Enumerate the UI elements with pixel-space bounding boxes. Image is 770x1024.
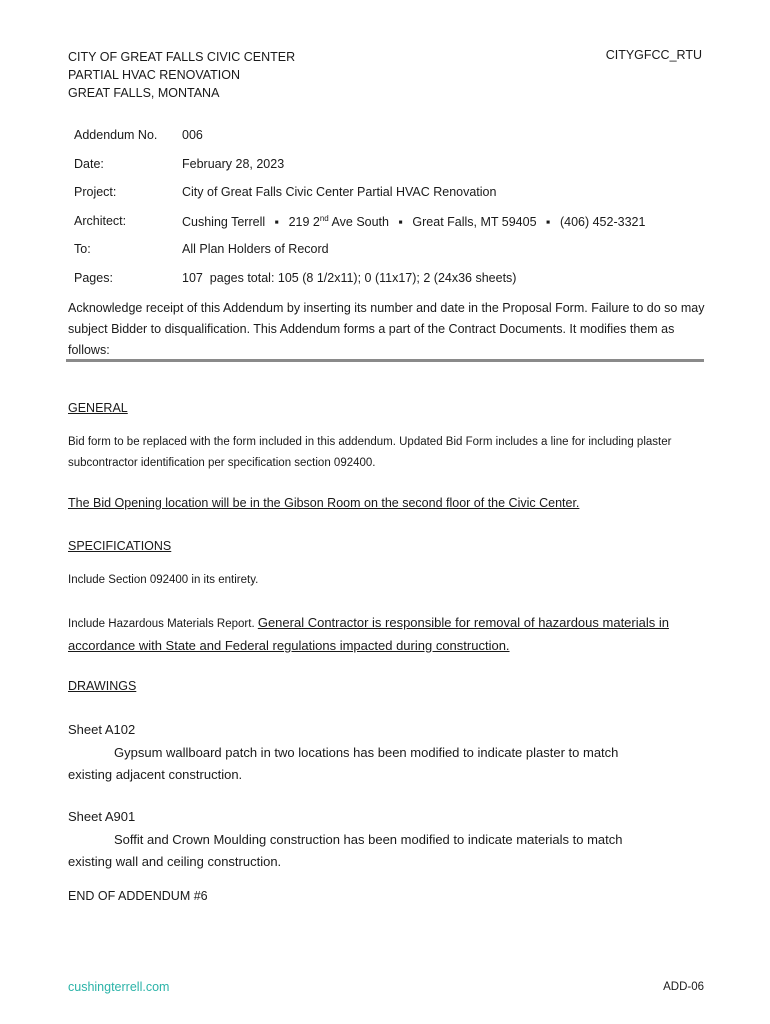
bid-form-paragraph: Bid form to be replaced with the form included in this addendum. Updated Bid Form includes a line for including plaster subcontractor identification per specification section 092400. [68,436,672,469]
pages-label: Pages: [74,270,113,285]
architect-row [74,214,645,243]
addendum-row [74,128,645,157]
bullet-icon: ▪ [274,214,280,229]
architect-label: Architect: [74,213,127,228]
architect-name: Cushing Terrell [182,214,266,229]
section-paragraph: Include Section 092400 in its entirety. [68,574,259,586]
date-label: Date: [74,156,104,171]
pages-row [74,271,645,300]
sheet-a102-title: Sheet A102 [68,722,136,737]
hazmat-underlined: General Contractor is responsible for removal of hazardous materials in accordance with State and Federal regulations impacted during construction. [68,615,669,653]
hazmat-paragraph [68,612,708,657]
project-value: City of Great Falls Civic Center Partial HVAC Renovation [182,185,497,199]
pages-value: 107 pages total: 105 (8 1/2x11); 0 (11x17); 2 (24x36 sheets) [182,270,517,285]
addendum-value: 006 [182,128,203,142]
page-code: ADD-06 [663,981,704,993]
header-line-1: CITY OF GREAT FALLS CIVIC CENTER [68,50,296,64]
header-line-3: GREAT FALLS, MONTANA [68,86,220,100]
date-row [74,157,645,186]
sheet-a901-note: Soffit and Crown Moulding construction has been modified to indicate materials to match existing wall and ceiling construction. [68,832,623,869]
addendum-label: Addendum No. [74,128,158,142]
bid-opening-paragraph: The Bid Opening location will be in the Gibson Room on the second floor of the Civic Center. [68,496,580,510]
bullet-icon: ▪ [398,214,403,229]
header-line-2: PARTIAL HVAC RENOVATION [68,68,241,82]
architect-address: 219 2nd Ave South [288,213,389,229]
document-header [68,48,295,102]
sheet-a102-note: Gypsum wallboard patch in two locations has been modified to indicate plaster to match existing adjacent construction. [68,745,619,782]
end-of-addendum: END OF ADDENDUM #6 [68,889,208,903]
project-row [74,185,645,214]
general-heading: GENERAL [68,401,128,415]
to-row [74,242,645,271]
addendum-info-table [74,128,645,299]
divider [66,359,704,362]
project-label: Project: [74,185,117,199]
drawings-heading: DRAWINGS [68,679,137,693]
architect-city: Great Falls, MT 59405 [412,214,537,229]
to-value: All Plan Holders of Record [182,242,329,256]
to-label: To: [74,242,91,256]
acknowledge-paragraph: Acknowledge receipt of this Addendum by inserting its number and date in the Proposal Form. Failure to do so may subject Bidder to disqualification. This Addendum forms a part of the Contract Documents. It modifies them as follows: [68,301,705,357]
architect-phone: (406) 452-3321 [559,214,646,229]
website-link[interactable]: cushingterrell.com [68,980,170,994]
header-code: CITYGFCC_RTU [605,48,702,62]
architect-value [182,214,645,243]
bullet-icon: ▪ [546,214,551,229]
sheet-a901-title: Sheet A901 [68,809,136,824]
date-value: February 28, 2023 [182,156,285,171]
specifications-heading: SPECIFICATIONS [68,539,172,553]
hazmat-prefix: Include Hazardous Materials Report. [68,618,258,630]
